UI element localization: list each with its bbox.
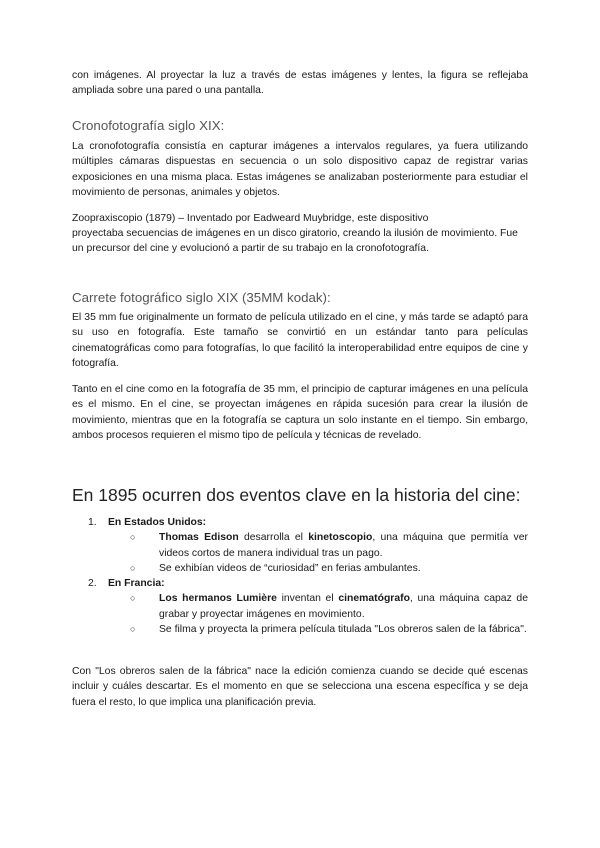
- zoo-paragraph: proyectaba secuencias de imágenes en un disco giratorio, creando la ilusión de movimiento. Fue un precursor del cine y evolucionó a partir de su trabajo en la cronofotografía.: [72, 228, 518, 255]
- carrete-paragraph-2: Tanto en el cine como en la fotografía de 35 mm, el principio de capturar imágenes en una película es el mismo. En el cine, se proyectan imágenes en rápida sucesión para crear la ilusión de movimiento, mientras que en la fotografía se captura un solo instante en el tiempo. Sin embargo, ambos procesos requieren el mismo tipo de película y técnicas de revelado.: [72, 384, 528, 441]
- text-span: Se filma y proyecta la primera película titulada "Los obreros salen de la fábrica".: [159, 624, 527, 636]
- text-span: , una máquina capaz de grabar y proyectar imágenes en movimiento.: [159, 593, 528, 620]
- text-span: , una máquina que permitía ver videos cortos de manera individual tras un pago.: [159, 532, 528, 559]
- text-span: desarrolla el: [238, 532, 309, 544]
- zoo-line-1: Zoopraxiscopio (1879) – Inventado por Eadweard Muybridge, este dispositivo: [72, 213, 429, 224]
- list-item: [72, 622, 528, 637]
- crono-heading: Cronofotografía siglo XIX:: [72, 118, 225, 133]
- text-span: Se exhibían videos de “curiosidad” en ferias ambulantes.: [159, 562, 421, 574]
- carrete-heading: Carrete fotográfico siglo XIX (35MM kodak):: [72, 290, 331, 305]
- events-heading: En 1895 ocurren dos eventos clave en la historia del cine:: [72, 485, 521, 505]
- circle-bullet-icon: ○: [130, 532, 136, 543]
- list-item: [72, 561, 528, 576]
- carrete-paragraph-1: El 35 mm fue originalmente un formato de película utilizado en el cine, y más tarde se adaptó para su uso en fotografía. Este tamaño se convirtió en un estándar tanto para películas cinematográficas como para fotografías, lo que facilitó la interoperabilidad entre equipos de cine y fotografía.: [72, 312, 528, 369]
- usa-bullets: [72, 530, 528, 576]
- circle-bullet-icon: ○: [130, 562, 136, 573]
- list-item-title: En Estados Unidos:: [108, 517, 207, 528]
- circle-bullet-icon: ○: [130, 593, 136, 604]
- closing-paragraph: Con "Los obreros salen de la fábrica" nace la edición comienza cuando se decide qué escenas incluir y cuáles descartar. Es el momento en que se selecciona una escena específica y se deja fuera el resto, lo que implica una planificación previa.: [72, 666, 528, 708]
- list-item: [72, 530, 528, 561]
- france-bullets: [72, 591, 528, 637]
- bold-term: cinematógrafo: [338, 593, 410, 605]
- bold-term: Thomas Edison: [159, 532, 239, 544]
- events-list: [72, 515, 528, 637]
- list-item: [72, 591, 528, 622]
- list-number: 1.: [88, 517, 97, 528]
- list-number: 2.: [88, 578, 97, 590]
- intro-paragraph: con imágenes. Al proyectar la luz a través de estas imágenes y lentes, la figura se reflejaba ampliada sobre una pared o una pantalla.: [72, 70, 528, 97]
- list-item-title: En Francia:: [108, 578, 165, 590]
- bold-term: kinetoscopio: [308, 532, 373, 544]
- circle-bullet-icon: ○: [130, 624, 136, 635]
- list-item-france: [72, 576, 528, 591]
- crono-paragraph: La cronofotografía consistía en capturar imágenes a intervalos regulares, ya fuera utilizando múltiples cámaras dispuestas en secuencia o un solo dispositivo capaz de registrar varias exposiciones en una misma placa. Estas imágenes se analizaban posteriormente para estudiar el movimiento de personas, animales y objetos.: [72, 141, 528, 198]
- bold-term: Los hermanos Lumière: [159, 593, 277, 605]
- list-item-usa: [72, 515, 528, 530]
- text-span: inventan el: [276, 593, 339, 605]
